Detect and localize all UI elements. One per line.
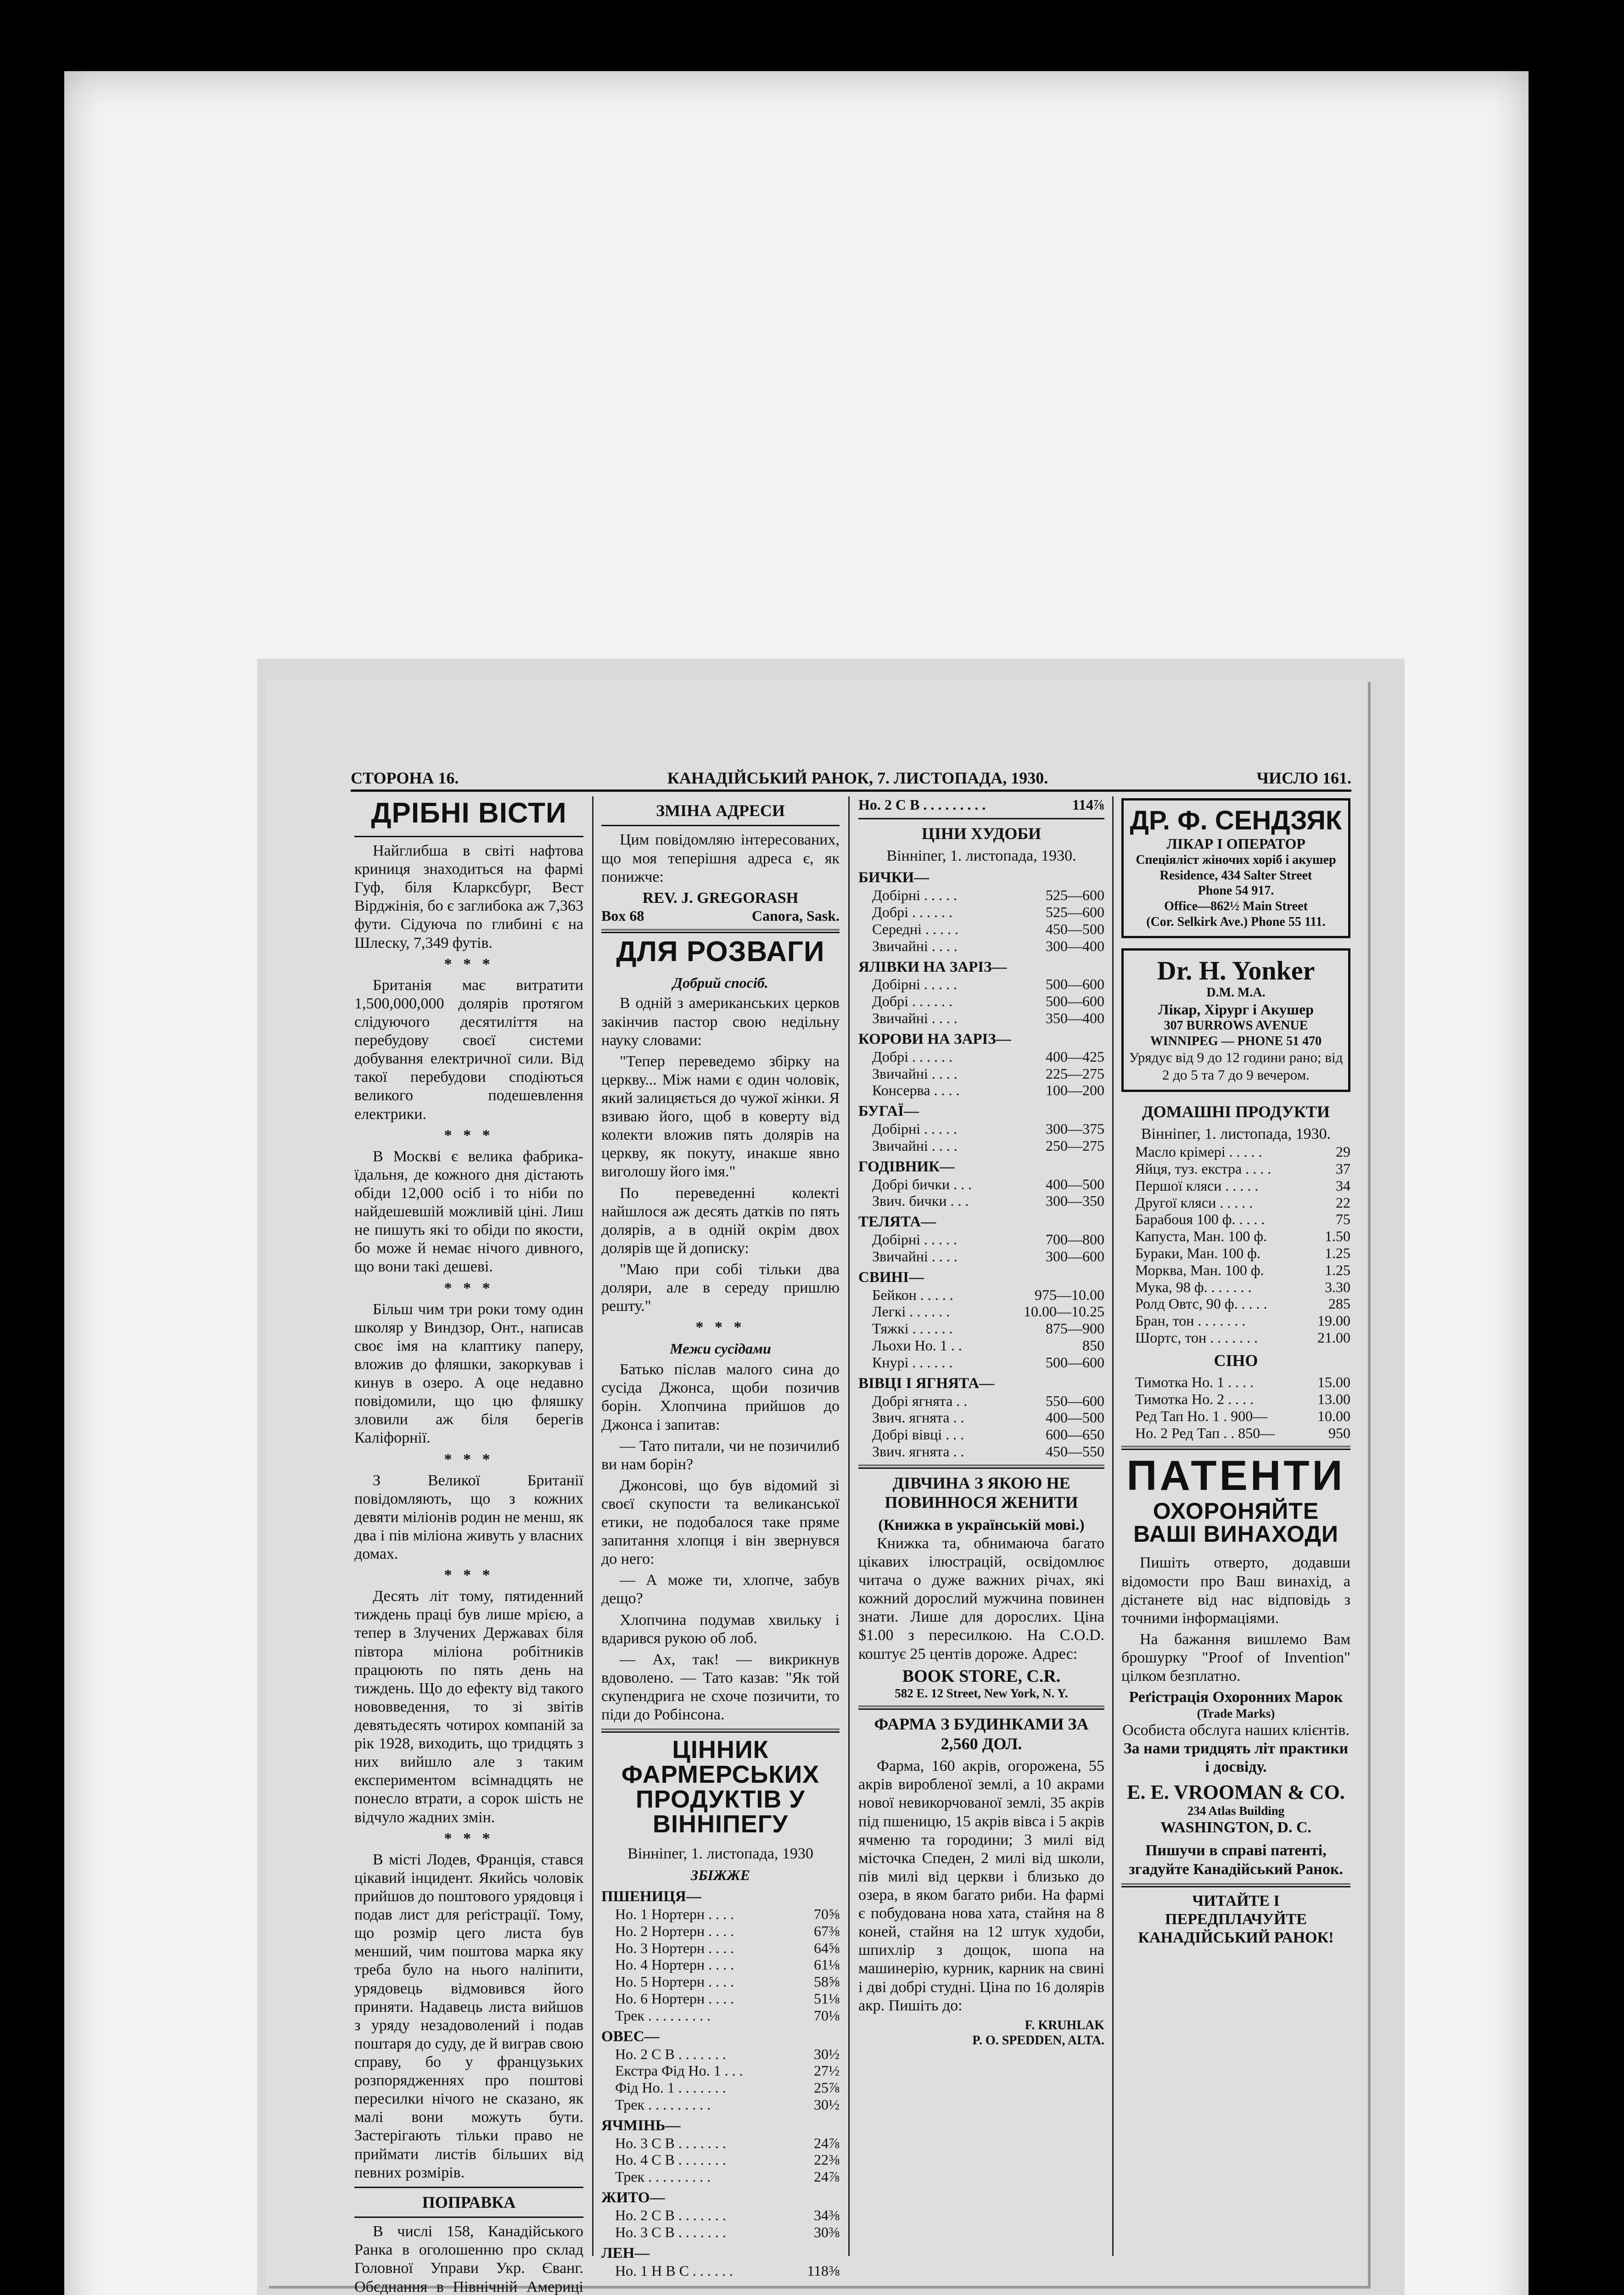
address-change-title: ЗМІНА АДРЕСИ bbox=[656, 801, 785, 820]
price-row: Екстра Фід Но. 1 . . . 27½ bbox=[615, 2062, 840, 2079]
price-row: Консерва . . . . 100—200 bbox=[872, 1082, 1104, 1099]
price-row: Бураки, Ман. 100 ф. 1.25 bbox=[1135, 1245, 1350, 1262]
price-row: Добірні . . . . . 300—375 bbox=[872, 1120, 1104, 1137]
patent-firm-building: 234 Atlas Building bbox=[1187, 1804, 1285, 1818]
price-category: КОРОВИ НА ЗАРІЗ— bbox=[858, 1030, 1011, 1047]
price-row: Звичайні . . . . 300—600 bbox=[872, 1248, 1104, 1265]
story-text: Батько післав малого сина до сусіда Джонса, щоби позичив борін. Хлопчина прийшов до Джонса і запитав: bbox=[601, 1361, 840, 1433]
farm-ad-title: ФАРМА З БУДИНКАМИ ЗА 2,560 ДОЛ. bbox=[874, 1715, 1089, 1753]
patents-text: (Trade Marks) bbox=[1197, 1707, 1275, 1721]
price-row: Ред Тап Но. 1 . 900— 10.00 bbox=[1135, 1407, 1350, 1424]
price-row: Но. 3 С В . . . . . . . 30⅜ bbox=[615, 2223, 840, 2240]
price-row: Тимотка Но. 1 . . . . 15.00 bbox=[1135, 1374, 1350, 1391]
story-title: Добрий спосіб. bbox=[672, 974, 768, 991]
price-row: Шортс, тон . . . . . . . 21.00 bbox=[1135, 1329, 1350, 1346]
patents-text: За нами тридцять літ практики і досвіду. bbox=[1123, 1740, 1349, 1776]
hay-title: СІНО bbox=[1214, 1351, 1258, 1370]
story-text: По переведенні колекті найшлося аж десять датків по пять долярів, а в одній окрім двох долярів ще й дописку: bbox=[601, 1184, 840, 1257]
story-text: Хлопчина подумав хвильку і вдарився рукою об лоб. bbox=[601, 1611, 840, 1647]
price-row: Звич. ягнята . . 400—500 bbox=[872, 1409, 1104, 1426]
page-header bbox=[351, 767, 1351, 792]
price-category: БУГАЇ— bbox=[858, 1103, 919, 1120]
farm-ad-address: P. O. SPEDDEN, ALTA. bbox=[972, 2033, 1104, 2048]
patent-firm-city: WASHINGTON, D. C. bbox=[1160, 1819, 1312, 1836]
patents-text: Реґістрація Охоронних Марок bbox=[1129, 1689, 1343, 1706]
price-row: Морква, Ман. 100 ф. 1.25 bbox=[1135, 1261, 1350, 1278]
price-row: Добірні . . . . . 500—600 bbox=[872, 976, 1104, 993]
price-row: Тимотка Но. 2 . . . . 13.00 bbox=[1135, 1391, 1350, 1408]
price-row: Трек . . . . . . . . . 70⅛ bbox=[615, 2007, 840, 2024]
page-number: СТОРОНА 16. bbox=[351, 768, 459, 787]
story-text: "Маю при собі тільки два доляри, але в середу пришлю решту." bbox=[601, 1260, 840, 1315]
correction-text: В числі 158, Канадійського Ранка в оголошенню про склад Головної Управи Укр. Єванг. Обєднання в Північній Америці bbox=[354, 2223, 583, 2295]
farm-ad-name: F. KRUHLAK bbox=[1025, 2018, 1104, 2032]
news-item: З Великої Британії повідомляють, що з кожних девяти міліонів родин не менш, як два і пів міліона живуть у власних домах. bbox=[354, 1472, 583, 1563]
price-row: Но. 1 Н В С . . . . . . 118⅜ bbox=[615, 2262, 840, 2279]
price-row: Добрі ягнята . . 550—600 bbox=[872, 1392, 1104, 1409]
price-row: Добрі . . . . . . 525—600 bbox=[872, 904, 1104, 921]
price-row: Но. 3 С В . . . . . . . 24⅞ bbox=[615, 2134, 840, 2151]
price-row: Звичайні . . . . 225—275 bbox=[872, 1065, 1104, 1082]
price-row: Трек . . . . . . . . . 24⅞ bbox=[615, 2168, 840, 2185]
cattle-prices-date: Вінніпег, 1. листопада, 1930. bbox=[886, 847, 1076, 865]
patents-subtitle: ОХОРОНЯЙТЕ ВАШІ ВИНАХОДИ bbox=[1133, 1498, 1338, 1547]
price-row: Першої кляси . . . . . 34 bbox=[1135, 1177, 1350, 1194]
price-row: Но. 2 Ред Тап . . 850— 950 bbox=[1135, 1424, 1350, 1441]
price-row: Но. 1 Нортерн . . . . 70⅝ bbox=[615, 1906, 840, 1923]
price-category: ГОДІВНИК— bbox=[858, 1158, 955, 1175]
home-products-title: ДОМАШНІ ПРОДУКТИ bbox=[1142, 1102, 1330, 1121]
hay-price-table bbox=[1121, 1374, 1350, 1441]
story-text: В одній з американських церков закінчив пастор свою недільну науку словами: bbox=[601, 995, 840, 1049]
patents-text: Пишіть отверто, додавши відомости про Ваш винахід, а дістанете від нас відповідь з точними інформаціями. bbox=[1121, 1554, 1350, 1627]
price-row: Звич. ягнята . . 450—550 bbox=[872, 1443, 1104, 1460]
price-row: Добрі . . . . . . 500—600 bbox=[872, 993, 1104, 1010]
subscribe-footer: ЧИТАЙТЕ І ПЕРЕДПЛАЧУЙТЕ КАНАДІЙСЬКИЙ РАНОК! bbox=[1138, 1892, 1334, 1946]
patents-text: На бажання вишлемо Вам брошурку "Proof of Invention" цілком безплатно. bbox=[1121, 1630, 1350, 1685]
address-change-text: Цим повідомляю інтересованих, що моя теперішня адреса є, як понижче: bbox=[601, 831, 840, 885]
book-store-address: 582 E. 12 Street, New York, N. Y. bbox=[895, 1686, 1068, 1701]
price-category: БИЧКИ— bbox=[858, 869, 930, 886]
price-row: Капуста, Ман. 100 ф. 1.50 bbox=[1135, 1228, 1350, 1245]
price-row: Добрі вівці . . . 600—650 bbox=[872, 1426, 1104, 1443]
cattle-prices-title: ЦІНИ ХУДОБИ bbox=[921, 824, 1042, 843]
price-row: Фід Но. 1 . . . . . . . 25⅞ bbox=[615, 2079, 840, 2096]
price-category: ВІВЦІ І ЯГНЯТА— bbox=[858, 1375, 995, 1392]
book-ad-subtitle: (Книжка в українській мові.) bbox=[878, 1516, 1085, 1534]
story-text: — Ах, так! — викрикнув вдоволено. — Тато казав: "Як той скупендрига не схоче позичити, то піди до Робінсона. bbox=[601, 1651, 840, 1724]
price-row: Но. 5 Нортерн . . . . 58⅝ bbox=[615, 1973, 840, 1990]
patents-text: Пишучи в справі патенті, згадуйте Канадійський Ранок. bbox=[1128, 1842, 1343, 1878]
column-rule bbox=[1112, 796, 1114, 2256]
price-row: Другої кляси . . . . . 22 bbox=[1135, 1194, 1350, 1211]
price-category: ЛЕН— bbox=[601, 2245, 650, 2261]
news-item: Більш чим три роки тому один школяр у Виндзор, Онт., написав своє імя на клаптику паперу, вложив до фляшки, закоркував і кинув в озеро. А оце недавно повідомили, що цю фляшку зловили аж біля берегів Каліфорнії. bbox=[354, 1300, 583, 1447]
price-row: Легкі . . . . . . 10.00—10.25 bbox=[872, 1303, 1104, 1320]
book-ad-title: ДІВЧИНА З ЯКОЮ НЕ ПОВИННОСЯ ЖЕНИТИ bbox=[885, 1473, 1078, 1512]
price-row: Звичайні . . . . 300—400 bbox=[872, 937, 1104, 954]
column-livestock bbox=[855, 796, 1108, 2270]
price-row: Звичайні . . . . 250—275 bbox=[872, 1137, 1104, 1154]
price-row: Но. 3 Нортерн . . . . 64⅝ bbox=[615, 1939, 840, 1956]
price-list-date: Вінніпег, 1. листопада, 1930 bbox=[627, 1845, 813, 1863]
price-row: Добірні . . . . . 525—600 bbox=[872, 887, 1104, 904]
price-row: Барабоuя 100 ф. . . . . 75 bbox=[1135, 1211, 1350, 1228]
price-category: ПШЕНИЦЯ— bbox=[601, 1888, 701, 1905]
price-row: Яйця, туз. екстра . . . . 37 bbox=[1135, 1160, 1350, 1177]
price-row: Бейкон . . . . . 975—10.00 bbox=[872, 1286, 1104, 1303]
story-text: Джонсові, що був відомий зі своєї скупости та великанської етики, не подобалося таке пряме запитання хлопця і він звернувся до него: bbox=[601, 1477, 840, 1568]
column-news: ДРІБНІ ВІСТИ Найглибша в світі нафтова криниця знаходиться на фармі Гуф, біля Кларксбург, Вест Вірджінія, бо є заглибока аж 7,363 фути. Сідуюча по глибині є на Шлеску, 7,349 футів. * * * Британія має витратити 1,500,000,000 долярів протягом слідуючого десятиліття на перебудову своєї системи добування електричної сили. Від такої перебудови сподіються великого подешевлення електрики. * * * В Москві є велика фабрика-їдальня, де кожного дня дістають обіди 12,000 осіб і то ніби по найдешевшій можливій ціні. Лиш не пишуть які то обіди по якости, бо може й немає нічого дивного, що вони такі дешеві. * * * Більш чим три роки тому один школяр у Виндзор, Онт., написав своє імя на клаптику паперу, вложив до фляшки, закоркував і кинув в озеро. А оце недавно повідомили, що цю фляшку зловили аж біля берегів Каліфорнії. * * * З Великої Британії повідомляють, що з кожних девяти міліонів родин не менш, як два і пів міліона живуть у власних домах. * * * Десять літ тому, пятиденний тиждень праці був лише мрією, а тепер в Злучених Державах біля півтора міліона робітників працюють по пять день на тиждень. Що до ефекту від такого нововведення, то зі звітів девятьдесять чотирох компаній за рік 1928, виходить, що тридцять з них вийшло але з таким експериментом всімнадцять не понесло втрати, а сорок шість не відчуло жадних змін. * * * В місті Лодев, Франція, стався цікавий інцидент. Якийсь чоловік прийшов до поштового урядовця і подав лист для реґістрації. Тому, що розмір цего листа був менший, чим поштова марка яку треба було на нього наліпити, урядовець відмовився його приняти. Надавець листа вийшов з уряду незадоволений і подав поштаря до суду, де й виграв свою справу, бо у французьких розпорядженнях про поштові пересилки нічого не сказано, як малі вони можуть бути. Застерігають тільки право не приймати листів більших від певних розмірів. ПОПРАВКА В числі 158, Канадійського Ранка в оголошенню про склад Головної Управи Укр. Єванг. Обєднання в Північній Америці bbox=[351, 796, 587, 2270]
story-text: "Тепер переведемо збірку на церкву... Між нами є один чоловік, який залицяється до чужої жінки. Я взиваю його, щоб в коверту від колекти вложив пять долярів на церкву, як покуту, инакше явно виголошу його імя." bbox=[601, 1052, 840, 1181]
price-row: Мука, 98 ф. . . . . . . 3.30 bbox=[1135, 1278, 1350, 1295]
book-ad-text: Книжка та, обнимаюча багато цікавих ілюстрацій, освідомлює читача о дуже важних річах, які кожний дорослий мужчина повинен знати. Лише для дорослих. Ціна $1.00 з пересилкою. На C.O.D. коштує 25 центів дороже. Адрес: bbox=[858, 1534, 1104, 1662]
column-ads bbox=[1118, 796, 1354, 2270]
price-row: Но. 4 Нортерн . . . . 61⅛ bbox=[615, 1956, 840, 1973]
doctor-ad-yonker: Dr. H. Yonker D.M. M.A. Лікар, Хірург і Акушер 307 BURROWS AVENUE WINNIPEG — PHONE 51 470 Урядує від 9 до 12 години рано; від 2 до 5 та 7 до 9 вечером. bbox=[1121, 948, 1350, 1092]
price-category: ОВЕС— bbox=[601, 2028, 660, 2045]
masthead-line: КАНАДІЙСЬКИЙ РАНОК, 7. ЛИСТОПАДА, 1930. bbox=[667, 768, 1048, 787]
price-row: Трек . . . . . . . . . 30½ bbox=[615, 2096, 840, 2113]
column-entertainment: ЗМІНА АДРЕСИ Цим повідомляю інтересованих, що моя теперішня адреса є, як понижче: REV. J. GREGORASH Box 68 Canora, Sask. ДЛЯ РОЗВАГИ Добрий спосіб. В одній з американських церков закінчив пастор свою недільну науку словами: "Тепер переведемо збірку на церкву... Між нами є один чоловік, який залицяється до чужої жінки. Я взиваю його, щоб в коверту від колекти вложив пять долярів на церкву, як покуту, инакше явно виголошу його імя." По переведенні колекті найшлося аж десять датків по пять долярів, а в одній окрім двох долярів ще й дописку: "Маю при собі тільки два доляри, але в середу пришлю решту." * * * Межи сусідами Батько післав малого сина до сусіда Джонса, щоби позичив борін. Хлопчина прийшов до Джонса і запитав: — Тато питали, чи не позичилиб ви нам борін? Джонсові, що був відомий зі своєї скупости та великанської етики, не подобалося таке пряме запитання хлопця і він звернувся до него: — А може ти, хлопче, забув дещо? Хлопчина подумав хвильку і вдарився рукою об лоб. — Ах, так! — викрикнув вдоволено. — Тато казав: "Як той скупендрига не схоче позичити, то піди до Робінсона. ЦІННИК ФАРМЕРСЬКИХ ПРОДУКТІВ У ВІННІПЕГУ Вінніпег, 1. листопада, 1930 ЗБІЖЖЕ ПШЕНИЦЯ— Но. 1 Нортерн . . . . 70⅝ Но. 2 Нортерн . . . . 67⅜ Но. 3 Нортерн . . . . 64⅝ Но. 4 Нортерн . . . . 61⅛ Но. 5 Нортерн . . . . 58⅝ Но. 6 Нортерн . . . . 51⅛ Трек . . . . . . . . . 70⅛ ОВЕС— Но. 2 С В . . . . . . . 30½ Екстра Фід Но. 1 . . . 27½ Фід Но. 1 . . . . . . . 25⅞ Трек . . . . . . . . . 30½ ЯЧМІНЬ— Но. 3 С В . . . . . . . 24⅞ Но. 4 С В . . . . . . . 22⅜ Трек . . . . . . . . . 24⅞ ЖИТО— Но. 2 С В . . . . . . . 34⅜ Но. 3 С В . . . . . . . 30⅜ ЛЕН— Но. 1 Н В С . . . . . . 118⅜ bbox=[601, 801, 840, 2279]
column-rule bbox=[848, 796, 850, 2256]
price-category: ТЕЛЯТА— bbox=[858, 1214, 936, 1231]
patents-title: ПАТЕНТИ bbox=[1126, 1452, 1345, 1500]
patents-text: Особиста обслуга наших клієнтів. bbox=[1122, 1722, 1350, 1739]
price-category: СВИНІ— bbox=[858, 1269, 924, 1286]
book-store-name: BOOK STORE, C.R. bbox=[902, 1666, 1061, 1686]
price-row: Добірні . . . . . 700—800 bbox=[872, 1231, 1104, 1248]
cattle-price-table bbox=[858, 869, 1104, 1460]
price-row: Но. 2 С В . . . . . . . . . 114⅞ bbox=[858, 796, 1104, 813]
price-row: Но. 4 С В . . . . . . . 22⅜ bbox=[615, 2151, 840, 2168]
price-row: Ролд Овтс, 90 ф. . . . . 285 bbox=[1135, 1295, 1350, 1312]
home-products-date: Вінніпег, 1. листопада, 1930. bbox=[1141, 1125, 1331, 1143]
news-item: Найглибша в світі нафтова криниця знаходиться на фармі Гуф, біля Кларксбург, Вест Вірджінія, бо є заглибока аж 7,363 фути. Сідуюча по глибині є на Шлеску, 7,349 футів. bbox=[354, 842, 583, 952]
patent-firm: E. E. VROOMAN & CO. bbox=[1127, 1780, 1345, 1803]
price-row: Масло крімері . . . . . 29 bbox=[1135, 1143, 1350, 1160]
home-products-table bbox=[1121, 1143, 1350, 1346]
address-line: Box 68 Canora, Sask. bbox=[601, 907, 840, 924]
section-title-fun: ДЛЯ РОЗВАГИ bbox=[616, 935, 825, 968]
price-row: Добрі бички . . . 400—500 bbox=[872, 1175, 1104, 1192]
price-row: Но. 2 С В . . . . . . . 30½ bbox=[615, 2045, 840, 2062]
price-category: ЖИТО— bbox=[601, 2189, 665, 2206]
price-list-title: ЦІННИК ФАРМЕРСЬКИХ ПРОДУКТІВ У ВІННІПЕГУ bbox=[621, 1736, 820, 1838]
grain-title: ЗБІЖЖЕ bbox=[690, 1867, 750, 1884]
price-category: ЯЧМІНЬ— bbox=[601, 2117, 681, 2134]
section-title-news: ДРІБНІ ВІСТИ bbox=[371, 797, 567, 829]
news-item: Британія має витратити 1,500,000,000 долярів протягом слідуючого десятиліття на перебудову своєї системи добування електричної сили. Від такої перебудови сподіються великого подешевлення електрики. bbox=[354, 976, 583, 1123]
address-name: REV. J. GREGORASH bbox=[642, 889, 799, 907]
news-item: Десять літ тому, пятиденний тиждень праці був лише мрією, а тепер в Злучених Державах біля півтора міліона робітників працюють по пять день на тиждень. Що до ефекту від такого нововведення, то зі звітів девятьдесять чотирох компаній за рік 1928, виходить, що тридцять з них вийшло але з таким експериментом всімнадцять не понесло втрати, а сорок шість не відчуло жадних змін. bbox=[354, 1588, 583, 1826]
correction-title: ПОПРАВКА bbox=[422, 2193, 516, 2211]
price-row: Но. 6 Нортерн . . . . 51⅛ bbox=[615, 1990, 840, 2007]
farm-ad-text: Фарма, 160 акрів, огорожена, 55 акрів виробленої землі, а 10 акрами нової невикорчованої землі, 35 акрів під пшеницю, 15 акрів вівса і 5 акрів ячменю та городини; 3 милі від місточка Спеден, 2 милі від школи, пів милі від церкви і близько до озера, в яком багато риби. На фармі є побудована нова хата, стайня на 8 коней, стайня на 12 штук худоби, шпихлір з дощок, шопа на машинерію, курник, карник на свині і дві добрі студні. Ціна по 16 долярів акр. Пишіть до: bbox=[858, 1758, 1104, 2014]
price-row: Бран, тон . . . . . . . 19.00 bbox=[1135, 1312, 1350, 1329]
price-row: Середні . . . . . 450—500 bbox=[872, 920, 1104, 937]
price-row: Тяжкі . . . . . . 875—900 bbox=[872, 1320, 1104, 1337]
doctor-ad-sendziak: ДР. Ф. СЕНДЗЯК ЛІКАР І ОПЕРАТОР Спеціяліст жіночих хоріб і акушер Residence, 434 Salter Street Phone 54 917. Office—862½ Main Street (Cor. Selkirk Ave.) Phone 55 111. bbox=[1121, 798, 1350, 938]
price-category: ЯЛІВКИ НА ЗАРІЗ— bbox=[858, 958, 1007, 975]
news-item: В Москві є велика фабрика-їдальня, де кожного дня дістають обіди 12,000 осіб і то ніби по найдешевшій можливій ціні. Лиш не пишуть які то обіди по якости, бо може й немає нічого дивного, що вони такі дешеві. bbox=[354, 1148, 583, 1276]
price-row: Звичайні . . . . 350—400 bbox=[872, 1010, 1104, 1027]
story-text: — А може ти, хлопче, забув дещо? bbox=[601, 1572, 840, 1607]
price-row: Кнурі . . . . . . 500—600 bbox=[872, 1354, 1104, 1371]
newspaper-page bbox=[266, 679, 1368, 2295]
issue-number: ЧИСЛО 161. bbox=[1256, 768, 1351, 787]
grain-price-table bbox=[601, 1888, 840, 2279]
column-rule bbox=[592, 796, 594, 2256]
story-text: — Тато питали, чи не позичилиб ви нам борін? bbox=[601, 1437, 840, 1473]
news-item: В місті Лодев, Франція, стався цікавий інцидент. Якийсь чоловік прийшов до поштового урядовця і подав лист для реґістрації. Тому, що розмір цего листа був менший, чим поштова марка яку треба було на нього наліпити, урядовець відмовився його приняти. Надавець листа вийшов з уряду незадоволений і подав поштаря до суду, де й виграв свою справу, бо у французьких розпорядженнях про поштові пересилки нічого не сказано, як малі вони можуть бути. Застерігають тільки право не приймати листів більших від певних розмірів. bbox=[354, 1851, 583, 2181]
price-row: Льохи Но. 1 . . 850 bbox=[872, 1337, 1104, 1354]
price-row: Добрі . . . . . . 400—425 bbox=[872, 1048, 1104, 1065]
price-row: Но. 2 Нортерн . . . . 67⅜ bbox=[615, 1922, 840, 1939]
price-row: Звич. бички . . . 300—350 bbox=[872, 1192, 1104, 1209]
story-title: Межи сусідами bbox=[670, 1340, 771, 1357]
price-row: Но. 2 С В . . . . . . . 34⅜ bbox=[615, 2207, 840, 2224]
